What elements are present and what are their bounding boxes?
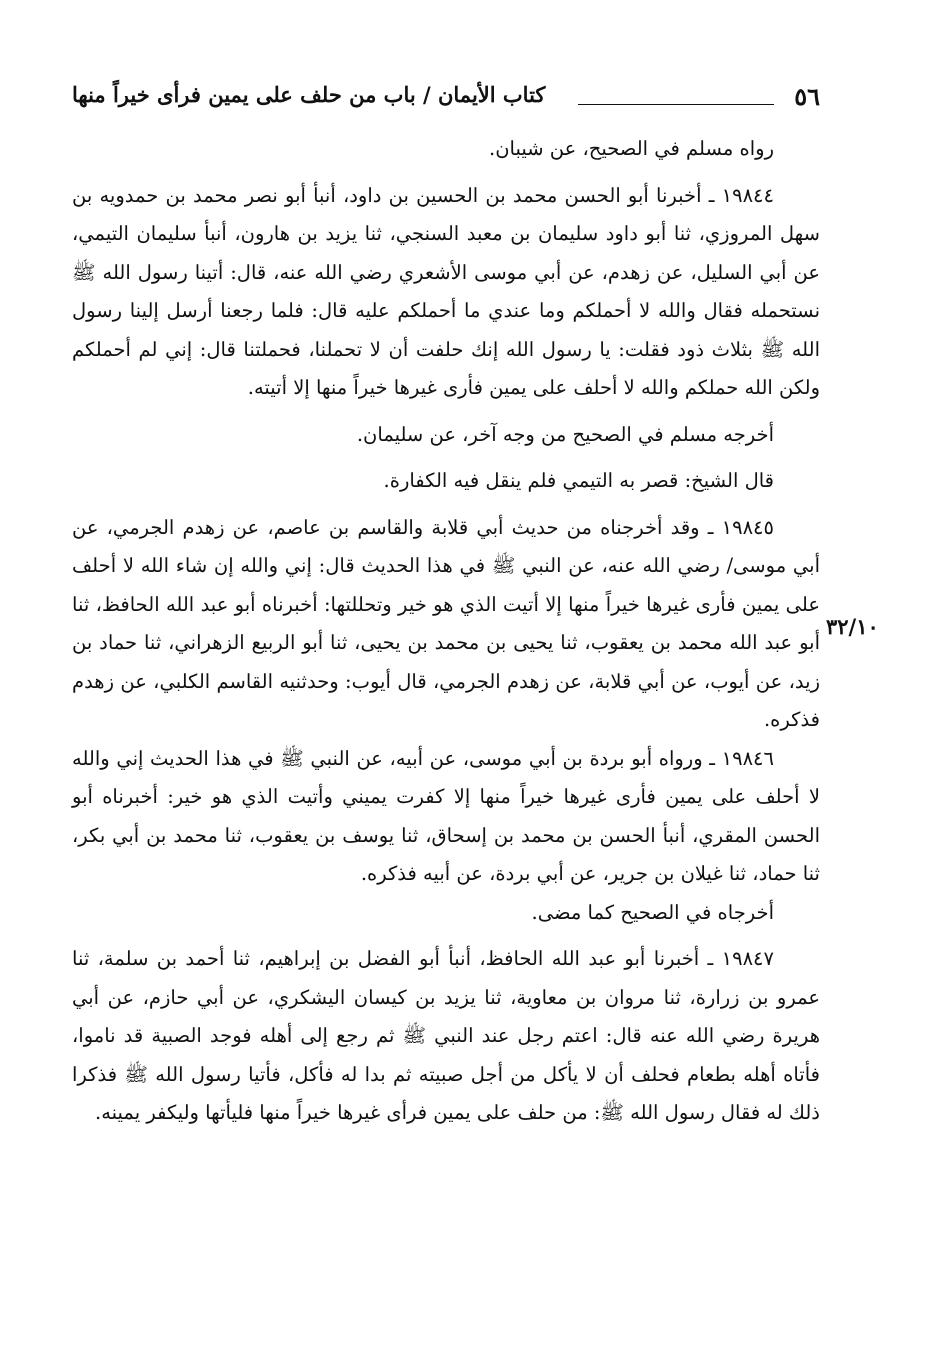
- paragraph-takhrij-2: أخرجاه في الصحيح كما مضى.: [531, 900, 774, 924]
- paragraph-shaykh-comment: قال الشيخ: قصر به التيمي فلم ينقل فيه الكفارة.: [383, 469, 774, 492]
- paragraph-takhrij: أخرجه مسلم في الصحيح من وجه آخر، عن سليمان.: [356, 422, 774, 446]
- paragraph-attribution: رواه مسلم في الصحيح، عن شيبان.: [489, 137, 774, 160]
- hadith-19847: ١٩٨٤٧ ـ أخبرنا أبو عبد الله الحافظ، أنبأ أبو الفضل بن إبراهيم، ثنا أحمد بن سلمة، ثنا عمرو بن زرارة، ثنا مروان بن معاوية، ثنا يزيد بن كيسان اليشكري، عن أبي حازم، عن أبي هريرة رضي الله عنه قال: اعتم رجل عند النبي ﷺ ثم رجع إلى أهله فوجد الصبية قد ناموا، فأتاه أهله بطعام فحلف أن لا يأكل من أجل صبيته ثم بدا له فأكل، فأتيا رسول الله ﷺ فذكرا ذلك له فقال رسول الله ﷺ: من حلف على يمين فرأى غيرها خيراً منها فليأتها وليكفر يمينه.: [72, 947, 820, 1124]
- margin-reference: ٣٢/١٠: [826, 614, 879, 639]
- hadith-19844: ١٩٨٤٤ ـ أخبرنا أبو الحسن محمد بن الحسين بن داود، أنبأ أبو نصر محمد بن حمدويه بن سهل المروزي، ثنا أبو داود سليمان بن معبد السنجي، ثنا يزيد بن هارون، أنبأ سليمان التيمي، عن أبي السليل، عن زهدم، عن أبي موسى الأشعري رضي الله عنه، قال: أتينا رسول الله ﷺ نستحمله فقال والله لا أحملكم وما عندي ما أحملكم عليه قال: فلما رجعنا أرسل إلينا رسول الله ﷺ بثلاث ذود فقلت: يا رسول الله إنك حلفت أن لا تحملنا، فحملتنا قال: إني لم أحملكم ولكن الله حملكم والله لا أحلف على يمين فأرى غيرها خيراً منها إلا أتيته.: [72, 183, 820, 399]
- running-title: كتاب الأيمان / باب من حلف على يمين فرأى خيراً منها: [72, 82, 546, 107]
- hadith-19846: ١٩٨٤٦ ـ ورواه أبو بردة بن أبي موسى، عن أبيه، عن النبي ﷺ في هذا الحديث إني والله لا أحلف على يمين فأرى غيرها خيراً منها إلا كفرت يميني وأتيت الذي هو خير: أخبرناه أبو الحسن المقري، أنبأ الحسن بن محمد بن إسحاق، ثنا يوسف بن يعقوب، ثنا محمد بن أبي بكر، ثنا حماد، ثنا غيلان بن جرير، عن أبي بردة، عن أبيه فذكره.: [72, 746, 820, 885]
- main-text: [72, 130, 820, 1133]
- page-number: ٥٦: [794, 82, 820, 111]
- header-rule: [578, 104, 774, 105]
- hadith-19845: ١٩٨٤٥ ـ وقد أخرجناه من حديث أبي قلابة والقاسم بن عاصم، عن زهدم الجرمي، عن أبي موسى/ رضي الله عنه، عن النبي ﷺ في هذا الحديث قال: إني والله إن شاء الله لا أحلف على يمين فأرى غيرها خيراً منها إلا أتيت الذي هو خير وتحللتها: أخبرناه أبو عبد الله الحافظ، ثنا أبو عبد الله محمد بن يعقوب، ثنا يحيى بن محمد بن يحيى، ثنا أبو الربيع الزهراني، ثنا حماد بن زيد، عن أيوب، عن أبي قلابة، عن زهدم الجرمي، قال أيوب: وحدثنيه القاسم الكلبي، عن زهدم فذكره.: [72, 515, 820, 731]
- page-header: [72, 78, 820, 118]
